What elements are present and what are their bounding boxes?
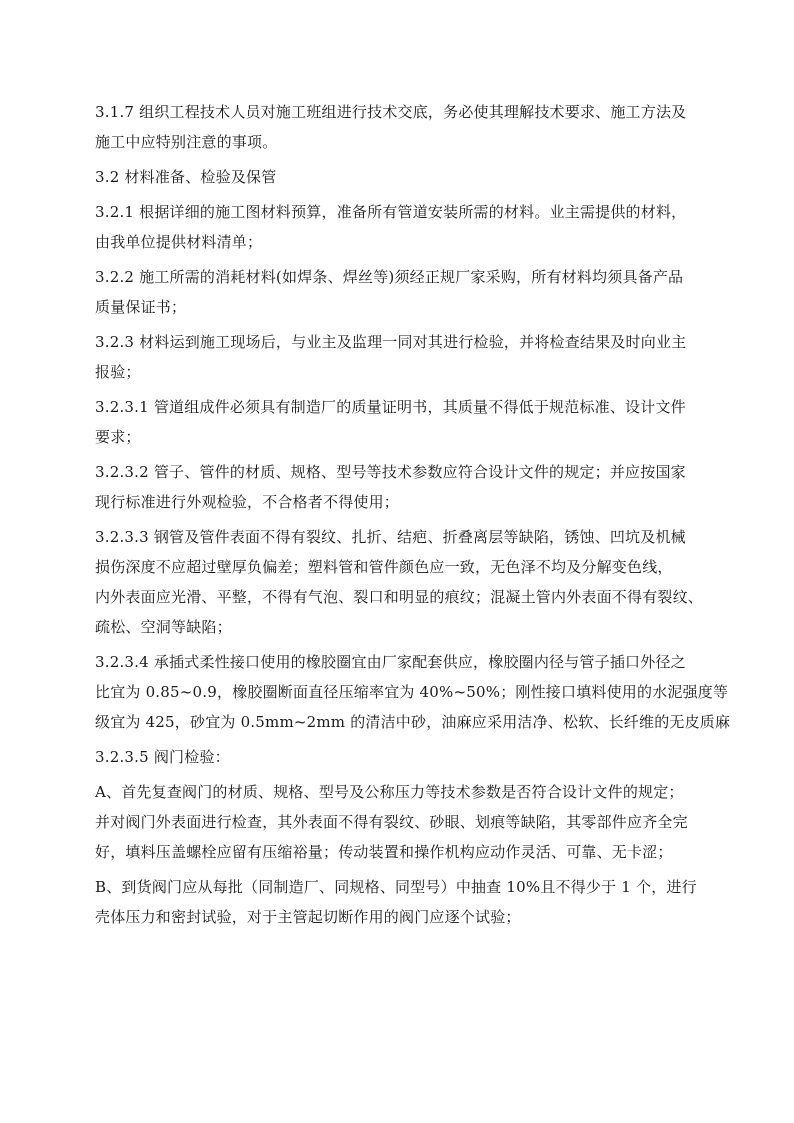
text-line: 3.2.3.3 钢管及管件表面不得有裂纹、扎折、结疤、折叠离层等缺陷，锈蚀、凹坑及机械 — [95, 528, 686, 546]
paragraph-3-2-3-2 — [95, 457, 725, 517]
text-line: 施工中应特别注意的事项。 — [95, 133, 278, 151]
paragraph-3-1-7 — [95, 97, 725, 157]
paragraph-3-2-3-5 — [95, 742, 725, 772]
paragraph-3-2-3-4 — [95, 647, 731, 737]
text-line: 3.2.3 材料运到施工现场后，与业主及监理一同对其进行检验，并将检查结果及时向业主 — [95, 333, 687, 351]
text-line: 级宜为 425，砂宜为 0.5mm~2mm 的清洁中砂，油麻应采用洁净、松软、长纤维的无皮质麻 — [95, 713, 731, 731]
text-line: 现行标准进行外观检验，不合格者不得使用； — [95, 493, 400, 511]
text-line: 3.2.2 施工所需的消耗材料(如焊条、焊丝等)须经正规厂家采购，所有材料均须具备产品 — [95, 268, 684, 286]
text-line: 壳体压力和密封试验，对于主管起切断作用的阀门应逐个试验； — [95, 908, 521, 926]
text-line: 3.2.3.5 阀门检验： — [95, 748, 230, 766]
section-heading-3-2 — [95, 162, 725, 192]
text-line: 要求； — [95, 428, 141, 446]
paragraph-a — [95, 777, 725, 867]
text-line: 3.2.3.4 承插式柔性接口使用的橡胶圈宜由厂家配套供应，橡胶圈内径与管子插口外径之 — [95, 653, 686, 671]
document-page — [95, 97, 731, 937]
text-line: 3.1.7 组织工程技术人员对施工班组进行技术交底，务必使其理解技术要求、施工方法及 — [95, 103, 687, 121]
text-line: 由我单位提供材料清单； — [95, 233, 263, 251]
text-line: 内外表面应光滑、平整，不得有气泡、裂口和明显的痕纹；混凝土管内外表面不得有裂纹、 — [95, 588, 704, 606]
paragraph-3-2-3 — [95, 327, 725, 387]
paragraph-b — [95, 872, 725, 932]
text-line: 并对阀门外表面进行检查，其外表面不得有裂纹、砂眼、划痕等缺陷，其零部件应齐全完 — [95, 813, 688, 831]
text-line: B、到货阀门应从每批（同制造厂、同规格、同型号）中抽查 10%且不得少于 1 个，进行 — [95, 878, 697, 896]
text-line: 损伤深度不应超过壁厚负偏差；塑料管和管件颜色应一致，无色泽不均及分解变色线， — [95, 558, 673, 576]
text-line: 疏松、空洞等缺陷； — [95, 618, 232, 636]
text-line: 报验； — [95, 363, 141, 381]
text-line: 3.2.3.2 管子、管件的材质、规格、型号等技术参数应符合设计文件的规定；并应按国家 — [95, 463, 686, 481]
text-line: A、首先复查阀门的材质、规格、型号及公称压力等技术参数是否符合设计文件的规定； — [95, 783, 684, 801]
text-line: 比宜为 0.85~0.9，橡胶圈断面直径压缩率宜为 40%~50%；刚性接口填料使用的水泥强度等 — [95, 683, 729, 701]
paragraph-3-2-3-3 — [95, 522, 725, 642]
text-line: 3.2.1 根据详细的施工图材料预算，准备所有管道安装所需的材料。业主需提供的材料， — [95, 203, 687, 221]
paragraph-3-2-3-1 — [95, 392, 725, 452]
paragraph-3-2-1 — [95, 197, 725, 257]
text-line: 3.2 材料准备、检验及保管 — [95, 168, 277, 186]
paragraph-3-2-2 — [95, 262, 725, 322]
text-line: 好，填料压盖螺栓应留有压缩裕量；传动装置和操作机构应动作灵活、可靠、无卡涩； — [95, 843, 673, 861]
text-line: 3.2.3.1 管道组成件必须具有制造厂的质量证明书，其质量不得低于规范标准、设计文件 — [95, 398, 686, 416]
text-line: 质量保证书； — [95, 298, 187, 316]
